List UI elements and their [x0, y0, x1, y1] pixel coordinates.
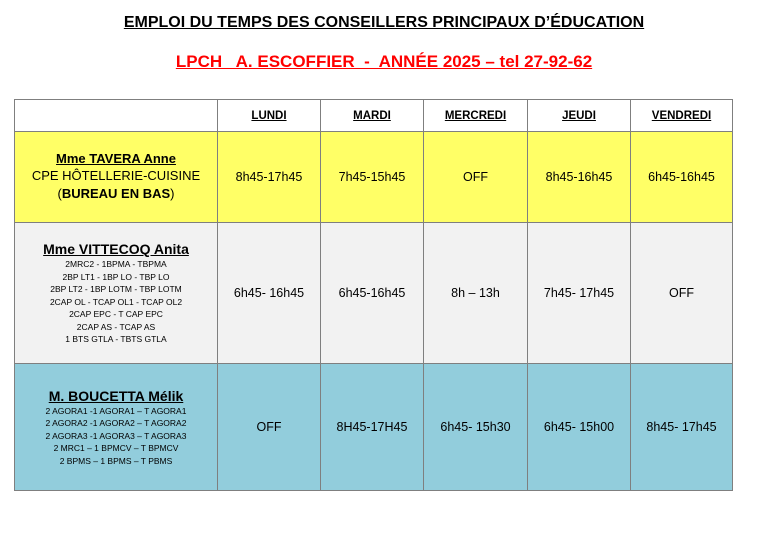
office-label: BUREAU EN BAS [61, 186, 171, 201]
header-day: VENDREDI [631, 100, 733, 132]
person-role: CPE HÔTELLERIE-CUISINE [31, 168, 201, 183]
header-day: LUNDI [218, 100, 321, 132]
class-line: 2 AGORA3 -1 AGORA3 – T AGORA3 [45, 430, 187, 441]
time-cell: 7h45- 17h45 [528, 223, 631, 364]
class-line: 2 AGORA1 -1 AGORA1 – T AGORA1 [45, 405, 187, 416]
person-cell [15, 132, 218, 223]
class-line: 2CAP AS - TCAP AS [76, 321, 156, 332]
class-line: 2MRC2 - 1BPMA - TBPMA [65, 259, 167, 270]
class-line: 2 MRC1 – 1 BPMCV – T BPMCV [53, 443, 179, 454]
time-cell: 7h45-15h45 [321, 132, 424, 223]
class-line: 2 BPMS – 1 BPMS – T PBMS [59, 455, 173, 466]
person-office [15, 185, 217, 203]
time-cell: 8h45-16h45 [528, 132, 631, 223]
document-title: EMPLOI DU TEMPS DES CONSEILLERS PRINCIPAUX D’ÉDUCATION [123, 14, 645, 31]
time-cell: 6h45- 15h30 [424, 364, 528, 491]
person-name: Mme VITTECOQ Anita [43, 241, 189, 258]
person-cell [15, 364, 218, 491]
table-row [15, 364, 733, 491]
person-name: M. BOUCETTA Mélik [48, 387, 184, 404]
office-paren-close: ) [170, 186, 175, 201]
time-cell: 8H45-17H45 [321, 364, 424, 491]
time-cell: 6h45-16h45 [631, 132, 733, 223]
class-line: 2BP LT1 - 1BP LO - TBP LO [62, 271, 170, 282]
header-day: JEUDI [528, 100, 631, 132]
table-row [15, 223, 733, 364]
class-line: 1 BTS GTLA - TBTS GTLA [65, 334, 167, 345]
class-line: 2CAP OL - TCAP OL1 - TCAP OL2 [49, 296, 183, 307]
person-cell [15, 223, 218, 364]
header-empty [15, 100, 218, 132]
header-row [15, 100, 733, 132]
time-cell: OFF [424, 132, 528, 223]
table-row [15, 132, 733, 223]
office-paren-open: ( [57, 186, 62, 201]
time-cell: 6h45-16h45 [321, 223, 424, 364]
time-cell: 8h45- 17h45 [631, 364, 733, 491]
header-day: MERCREDI [424, 100, 528, 132]
time-cell: 8h45-17h45 [218, 132, 321, 223]
time-cell: OFF [631, 223, 733, 364]
class-line: 2CAP EPC - T CAP EPC [69, 309, 163, 320]
document-subtitle: LPCH A. ESCOFFIER - ANNÉE 2025 – tel 27-92-62 [175, 52, 593, 71]
class-line: 2 AGORA2 -1 AGORA2 – T AGORA2 [45, 418, 187, 429]
time-cell: 6h45- 15h00 [528, 364, 631, 491]
time-cell: OFF [218, 364, 321, 491]
person-name: Mme TAVERA Anne [56, 151, 176, 166]
class-line: 2BP LT2 - 1BP LOTM - TBP LOTM [50, 284, 182, 295]
header-day: MARDI [321, 100, 424, 132]
schedule-table [14, 99, 733, 491]
time-cell: 6h45- 16h45 [218, 223, 321, 364]
time-cell: 8h – 13h [424, 223, 528, 364]
